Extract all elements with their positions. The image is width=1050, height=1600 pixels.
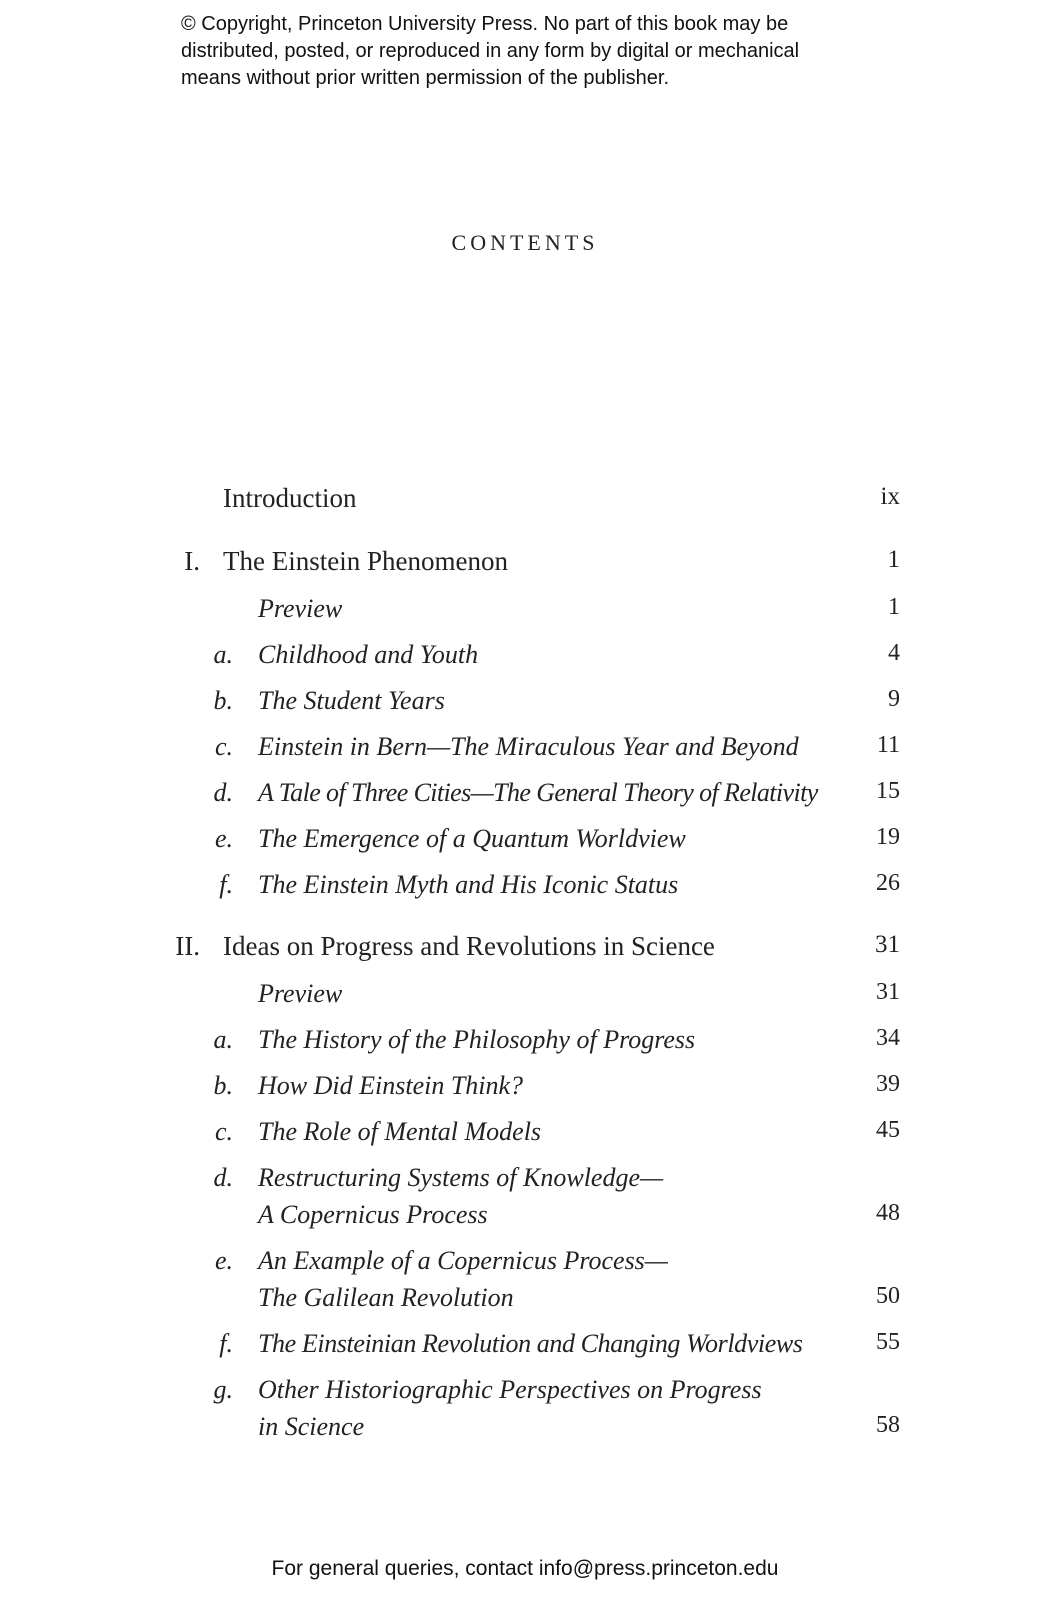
- toc-entry-title: How Did Einstein Think?: [258, 1071, 524, 1100]
- toc-entry-page: 55: [876, 1329, 900, 1355]
- toc-entry-page: 45: [876, 1117, 900, 1143]
- toc-entry-title: Preview: [258, 594, 343, 623]
- entry-letter: b.: [213, 1071, 233, 1100]
- toc-entry-page: 34: [876, 1025, 900, 1051]
- toc-entry-page: 15: [876, 778, 900, 804]
- toc-entry-title: Einstein in Bern—The Miraculous Year and Beyond: [258, 732, 799, 761]
- toc-entry-title: The Role of Mental Models: [258, 1117, 542, 1146]
- toc-entry-page: 1: [888, 594, 900, 620]
- part-number: II.: [175, 931, 200, 961]
- toc-entry-title: The History of the Philosophy of Progress: [258, 1025, 696, 1054]
- toc-entry-title: An Example of a Copernicus Process—: [258, 1246, 668, 1275]
- part-title: Ideas on Progress and Revolutions in Science: [223, 931, 715, 961]
- toc-entry-page: 31: [876, 979, 900, 1005]
- entry-letter: a.: [213, 640, 233, 669]
- toc-entry-title: The Einstein Myth and His Iconic Status: [258, 870, 679, 899]
- toc-entry-page: 31: [875, 931, 900, 958]
- page-title: CONTENTS: [451, 230, 599, 255]
- toc-entry-title-continued: The Galilean Revolution: [258, 1283, 514, 1312]
- entry-letter: d.: [213, 1163, 233, 1192]
- toc-entry-title: Preview: [258, 979, 343, 1008]
- toc-entry-title: Restructuring Systems of Knowledge—: [258, 1163, 664, 1192]
- entry-letter: e.: [214, 1246, 233, 1275]
- part-number: I.: [184, 546, 200, 576]
- entry-letter: g.: [213, 1375, 233, 1404]
- toc-entry-page: 26: [876, 870, 900, 896]
- toc-entry-page: 9: [888, 686, 900, 712]
- toc-entry-page: 11: [876, 732, 900, 758]
- footer-contact: For general queries, contact info@press.princeton.edu: [271, 1557, 779, 1580]
- toc-entry-title: The Einsteinian Revolution and Changing Worldviews: [258, 1329, 803, 1358]
- entry-letter: c.: [214, 1117, 233, 1146]
- entry-letter: d.: [213, 778, 233, 807]
- toc-entry-title: The Student Years: [258, 686, 445, 715]
- copyright-line: means without prior written permission of the publisher.: [181, 67, 670, 89]
- toc-entry-title-continued: in Science: [258, 1412, 365, 1441]
- entry-letter: a.: [213, 1025, 233, 1054]
- toc-entry-page: 48: [876, 1200, 900, 1226]
- entry-letter: e.: [214, 824, 233, 853]
- toc-entry-title: Other Historiographic Perspectives on Progress: [258, 1375, 762, 1404]
- entry-letter: f.: [219, 1329, 233, 1358]
- entry-letter: c.: [214, 732, 233, 761]
- toc-entry-page: ix: [880, 483, 900, 510]
- copyright-line: © Copyright, Princeton University Press. No part of this book may be: [181, 13, 789, 35]
- part-title: The Einstein Phenomenon: [223, 546, 508, 576]
- toc-entry-title: Childhood and Youth: [258, 640, 479, 669]
- copyright-notice: [181, 11, 901, 92]
- toc-entry-page: 50: [876, 1283, 900, 1309]
- toc-entry-title: A Tale of Three Cities—The General Theory of Relativity: [258, 778, 818, 807]
- entry-letter: f.: [219, 870, 233, 899]
- toc-entry-page: 58: [876, 1412, 900, 1438]
- toc-entry-title-continued: A Copernicus Process: [258, 1200, 488, 1229]
- entry-letter: b.: [213, 686, 233, 715]
- toc-entry-page: 19: [876, 824, 900, 850]
- toc-entry-page: 1: [887, 546, 900, 573]
- copyright-line: distributed, posted, or reproduced in any form by digital or mechanical: [181, 40, 800, 62]
- toc-entry-title: Introduction: [223, 483, 357, 513]
- toc-entry-page: 39: [876, 1071, 900, 1097]
- toc-entry-page: 4: [888, 640, 900, 666]
- toc-entry-title: The Emergence of a Quantum Worldview: [258, 824, 686, 853]
